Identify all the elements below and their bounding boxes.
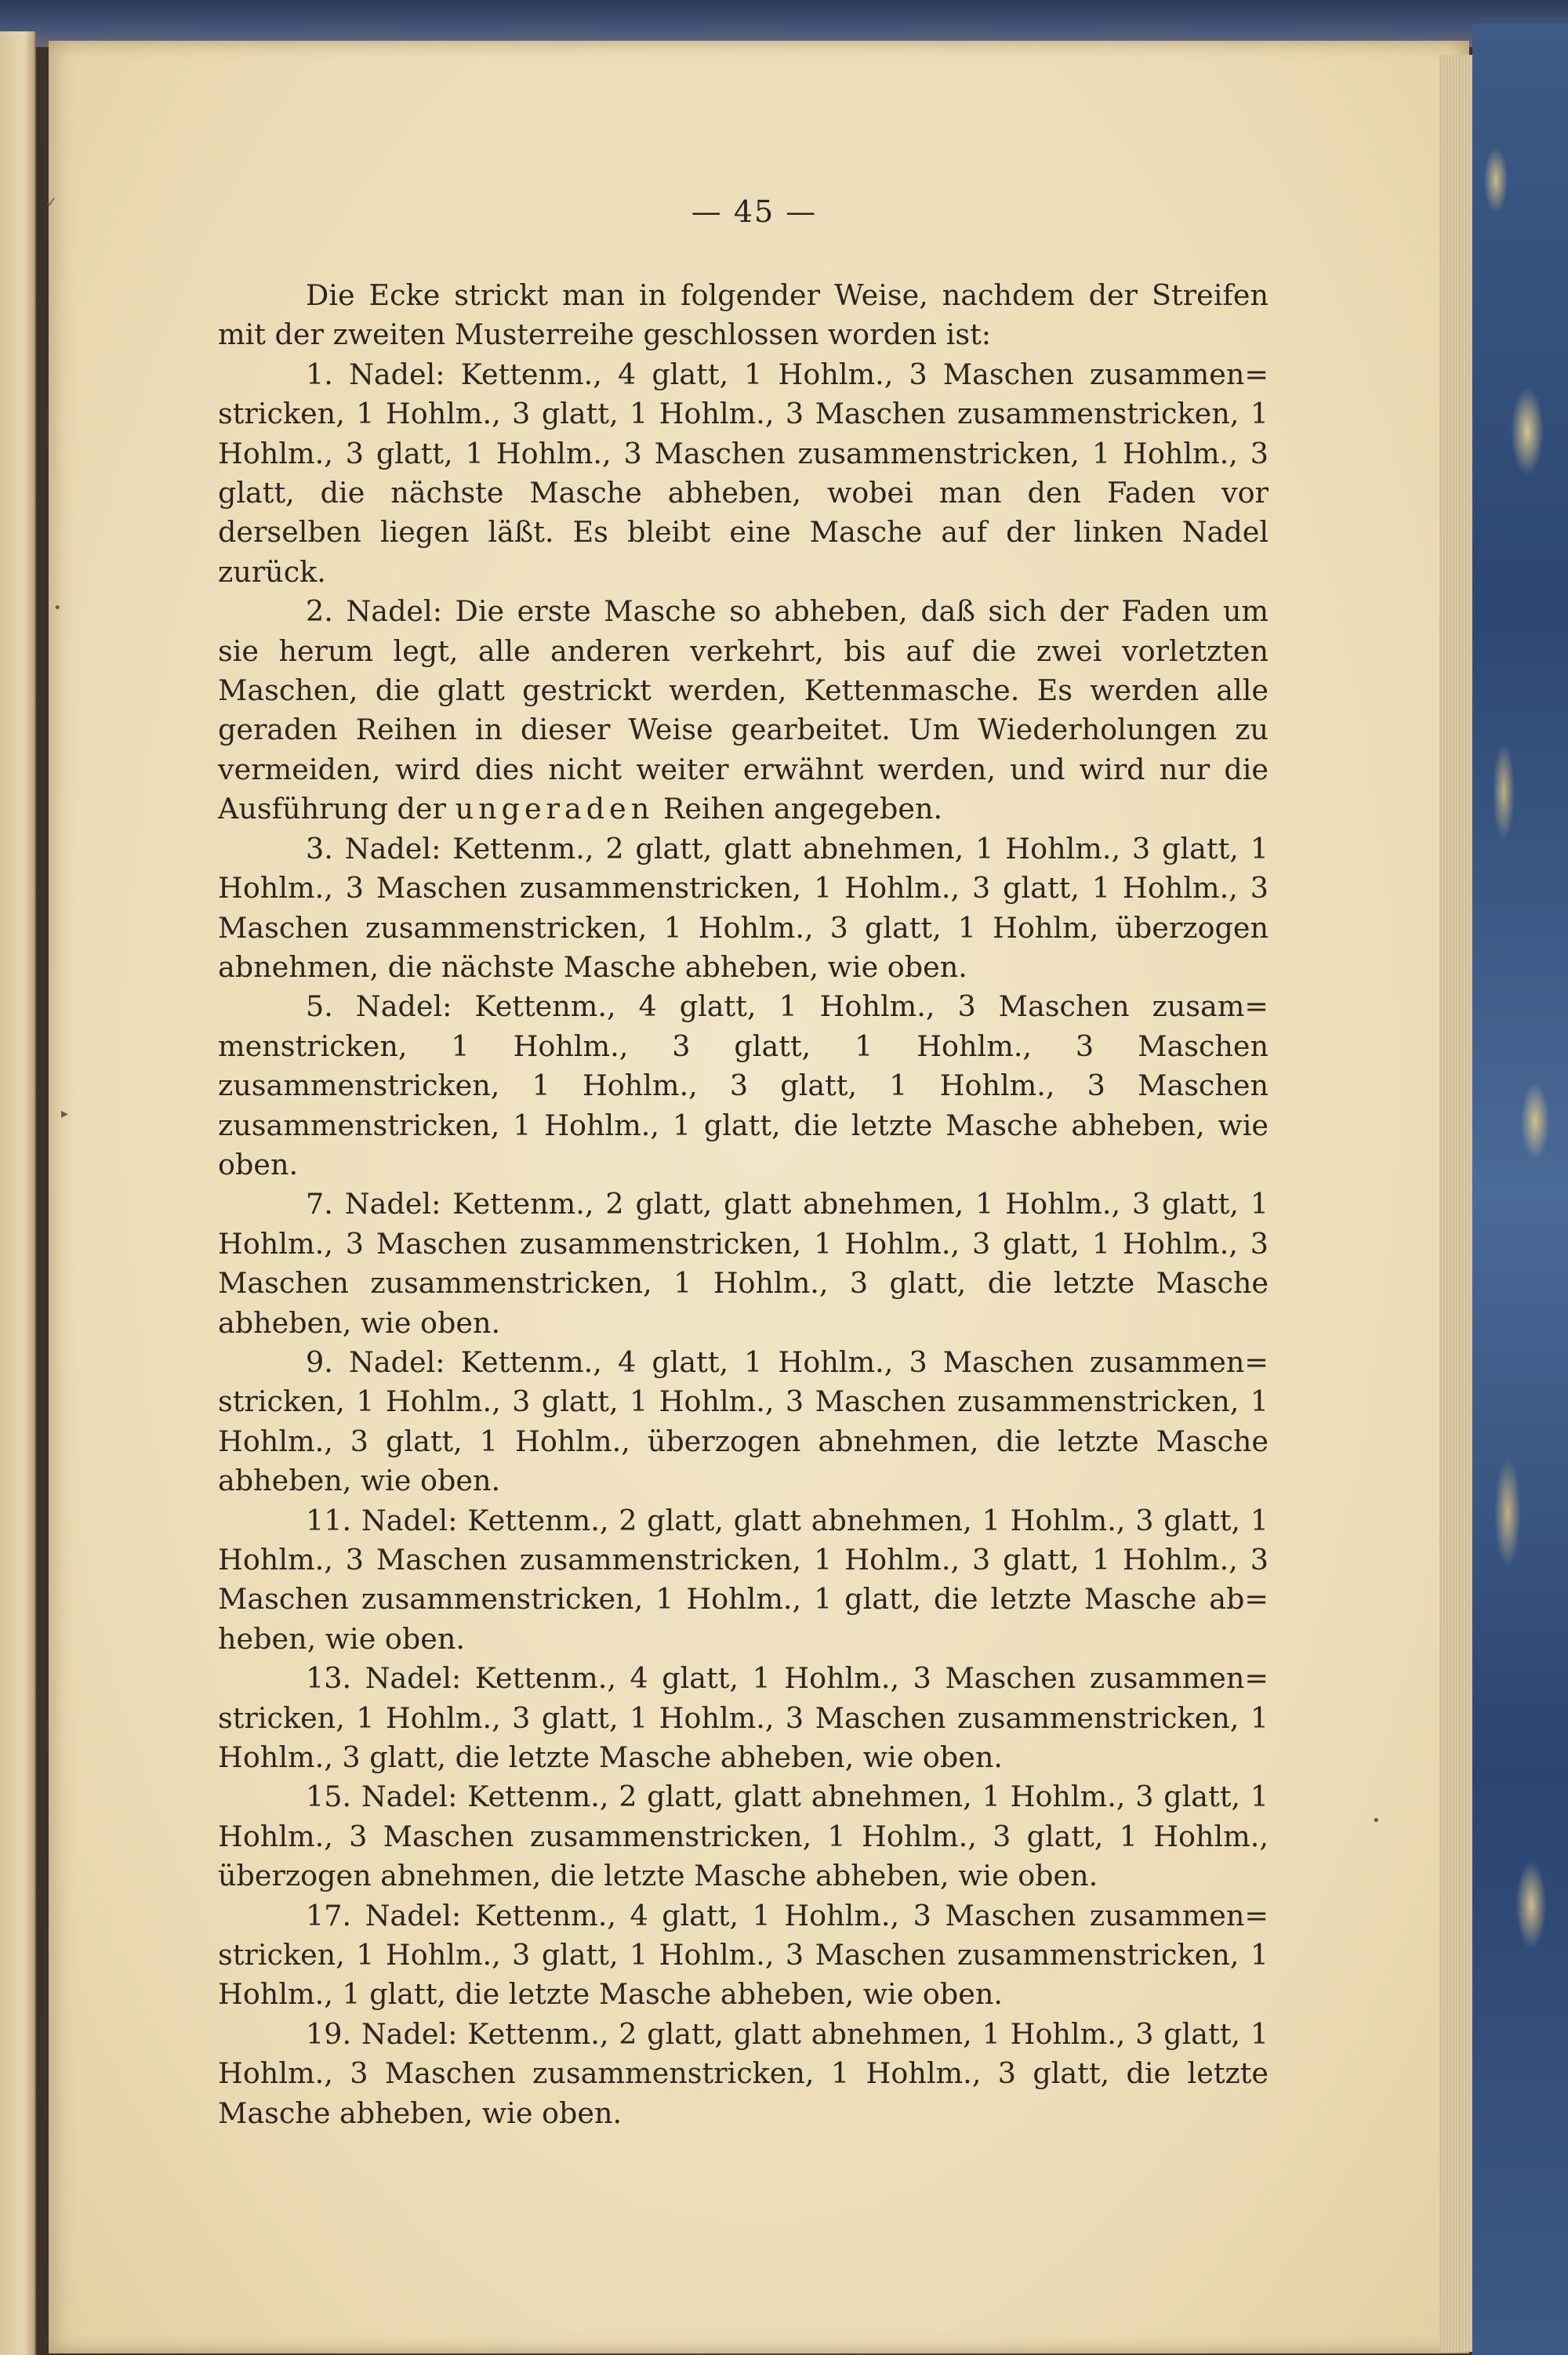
page-body [218, 276, 1269, 2133]
row-9-paragraph: 9. Nadel: Kettenm., 4 glatt, 1 Hohlm., 3 Maschen zusammen= stricken, 1 Hohlm., 3 glatt, 1 Hohlm., 3 Maschen zusammenstricken, 1 Hohlm., 3 glatt, 1 Hohlm., überzogen abnehmen, die letzte Masche abheben, wie oben. [218, 1344, 1269, 1498]
row-17-paragraph: 17. Nadel: Kettenm., 4 glatt, 1 Hohlm., 3 Maschen zusammen= stricken, 1 Hohlm., 3 glatt, 1 Hohlm., 3 Maschen zusammenstricken, 1 Hohlm., 1 glatt, die letzte Masche abheben, wie oben. [218, 1898, 1269, 2012]
book-top-edge [0, 0, 1568, 47]
previous-page-edge [0, 31, 36, 2355]
row-19-paragraph: 19. Nadel: Kettenm., 2 glatt, glatt abnehmen, 1 Hohlm., 3 glatt, 1 Hohlm., 3 Maschen zusammenstricken, 1 Hohlm., 3 glatt, die letzte Masche abheben, wie oben. [218, 2016, 1269, 2130]
row-1-paragraph: 1. Nadel: Kettenm., 4 glatt, 1 Hohlm., 3 Maschen zusammen= stricken, 1 Hohlm., 3 glatt, 1 Hohlm., 3 Maschen zusammenstricken, 1 Hohlm., 3 glatt, 1 Hohlm., 3 Maschen zusammenstricken, 1 Hohlm., 3 glatt, die nächste Masche abheben, wobei man den Faden vor derselben liegen läßt. Es bleibt eine Masche auf der linken Nadel zurück. [218, 357, 1269, 589]
row-5-paragraph: 5. Nadel: Kettenm., 4 glatt, 1 Hohlm., 3 Maschen zusam= menstricken, 1 Hohlm., 3 glatt, 1 Hohlm., 3 Maschen zusammenstricken, 1 Hohlm., 3 glatt, 1 Hohlm., 3 Maschen zusammenstricken, 1 Hohlm., 1 glatt, die letzte Masche abheben, wie oben. [218, 989, 1269, 1181]
margin-mark: ✓ [45, 194, 58, 211]
margin-mark: • [1372, 1813, 1381, 1829]
row-2-text-end: Reihen angegeben. [662, 792, 943, 826]
intro-paragraph: Die Ecke strickt man in folgender Weise, nachdem der Streifen mit der zweiten Musterreihe geschlossen worden ist: [218, 278, 1269, 352]
row-3-paragraph: 3. Nadel: Kettenm., 2 glatt, glatt abnehmen, 1 Hohlm., 3 glatt, 1 Hohlm., 3 Maschen zusammenstricken, 1 Hohlm., 3 glatt, 1 Hohlm., 3 Maschen zusammenstricken, 1 Hohlm., 3 glatt, 1 Hohlm, überzogen abnehmen, die nächste Masche abheben, wie oben. [218, 831, 1269, 984]
margin-mark: ▸ [61, 1105, 69, 1122]
page-number: — 45 — [691, 194, 818, 229]
page-stack-edge [1439, 55, 1472, 2352]
emphasized-word: ungeraden [455, 792, 655, 826]
row-2-paragraph [218, 592, 1269, 829]
margin-mark: • [53, 600, 62, 616]
row-13-paragraph: 13. Nadel: Kettenm., 4 glatt, 1 Hohlm., 3 Maschen zusammen= stricken, 1 Hohlm., 3 glatt, 1 Hohlm., 3 Maschen zusammenstricken, 1 Hohlm., 3 glatt, die letzte Masche abheben, wie oben. [218, 1661, 1269, 1775]
row-2-text: 2. Nadel: Die erste Masche so abheben, daß sich der Faden um sie herum legt, alle anderen verkehrt, bis auf die zwei vorletzten Maschen, die glatt gestrickt werden, Kettenmasche. Es werden alle geraden Reihen in dieser Weise gearbeitet. Um Wiederholungen zu vermeiden, wird dies nicht weiter erwähnt werden, und wird nur die Ausführung der [218, 594, 1269, 826]
marbled-cover [1472, 24, 1568, 2355]
row-15-paragraph: 15. Nadel: Kettenm., 2 glatt, glatt abnehmen, 1 Hohlm., 3 glatt, 1 Hohlm., 3 Maschen zusammenstricken, 1 Hohlm., 3 glatt, 1 Hohlm., überzogen abnehmen, die letzte Masche abheben, wie oben. [218, 1780, 1269, 1893]
row-7-paragraph: 7. Nadel: Kettenm., 2 glatt, glatt abnehmen, 1 Hohlm., 3 glatt, 1 Hohlm., 3 Maschen zusammenstricken, 1 Hohlm., 3 glatt, 1 Hohlm., 3 Maschen zusammenstricken, 1 Hohlm., 3 glatt, die letzte Masche abheben, wie oben. [218, 1187, 1269, 1340]
row-11-paragraph: 11. Nadel: Kettenm., 2 glatt, glatt abnehmen, 1 Hohlm., 3 glatt, 1 Hohlm., 3 Maschen zusammenstricken, 1 Hohlm., 3 glatt, 1 Hohlm., 3 Maschen zusammenstricken, 1 Hohlm., 1 glatt, die letzte Masche ab= heben, wie oben. [218, 1503, 1269, 1656]
